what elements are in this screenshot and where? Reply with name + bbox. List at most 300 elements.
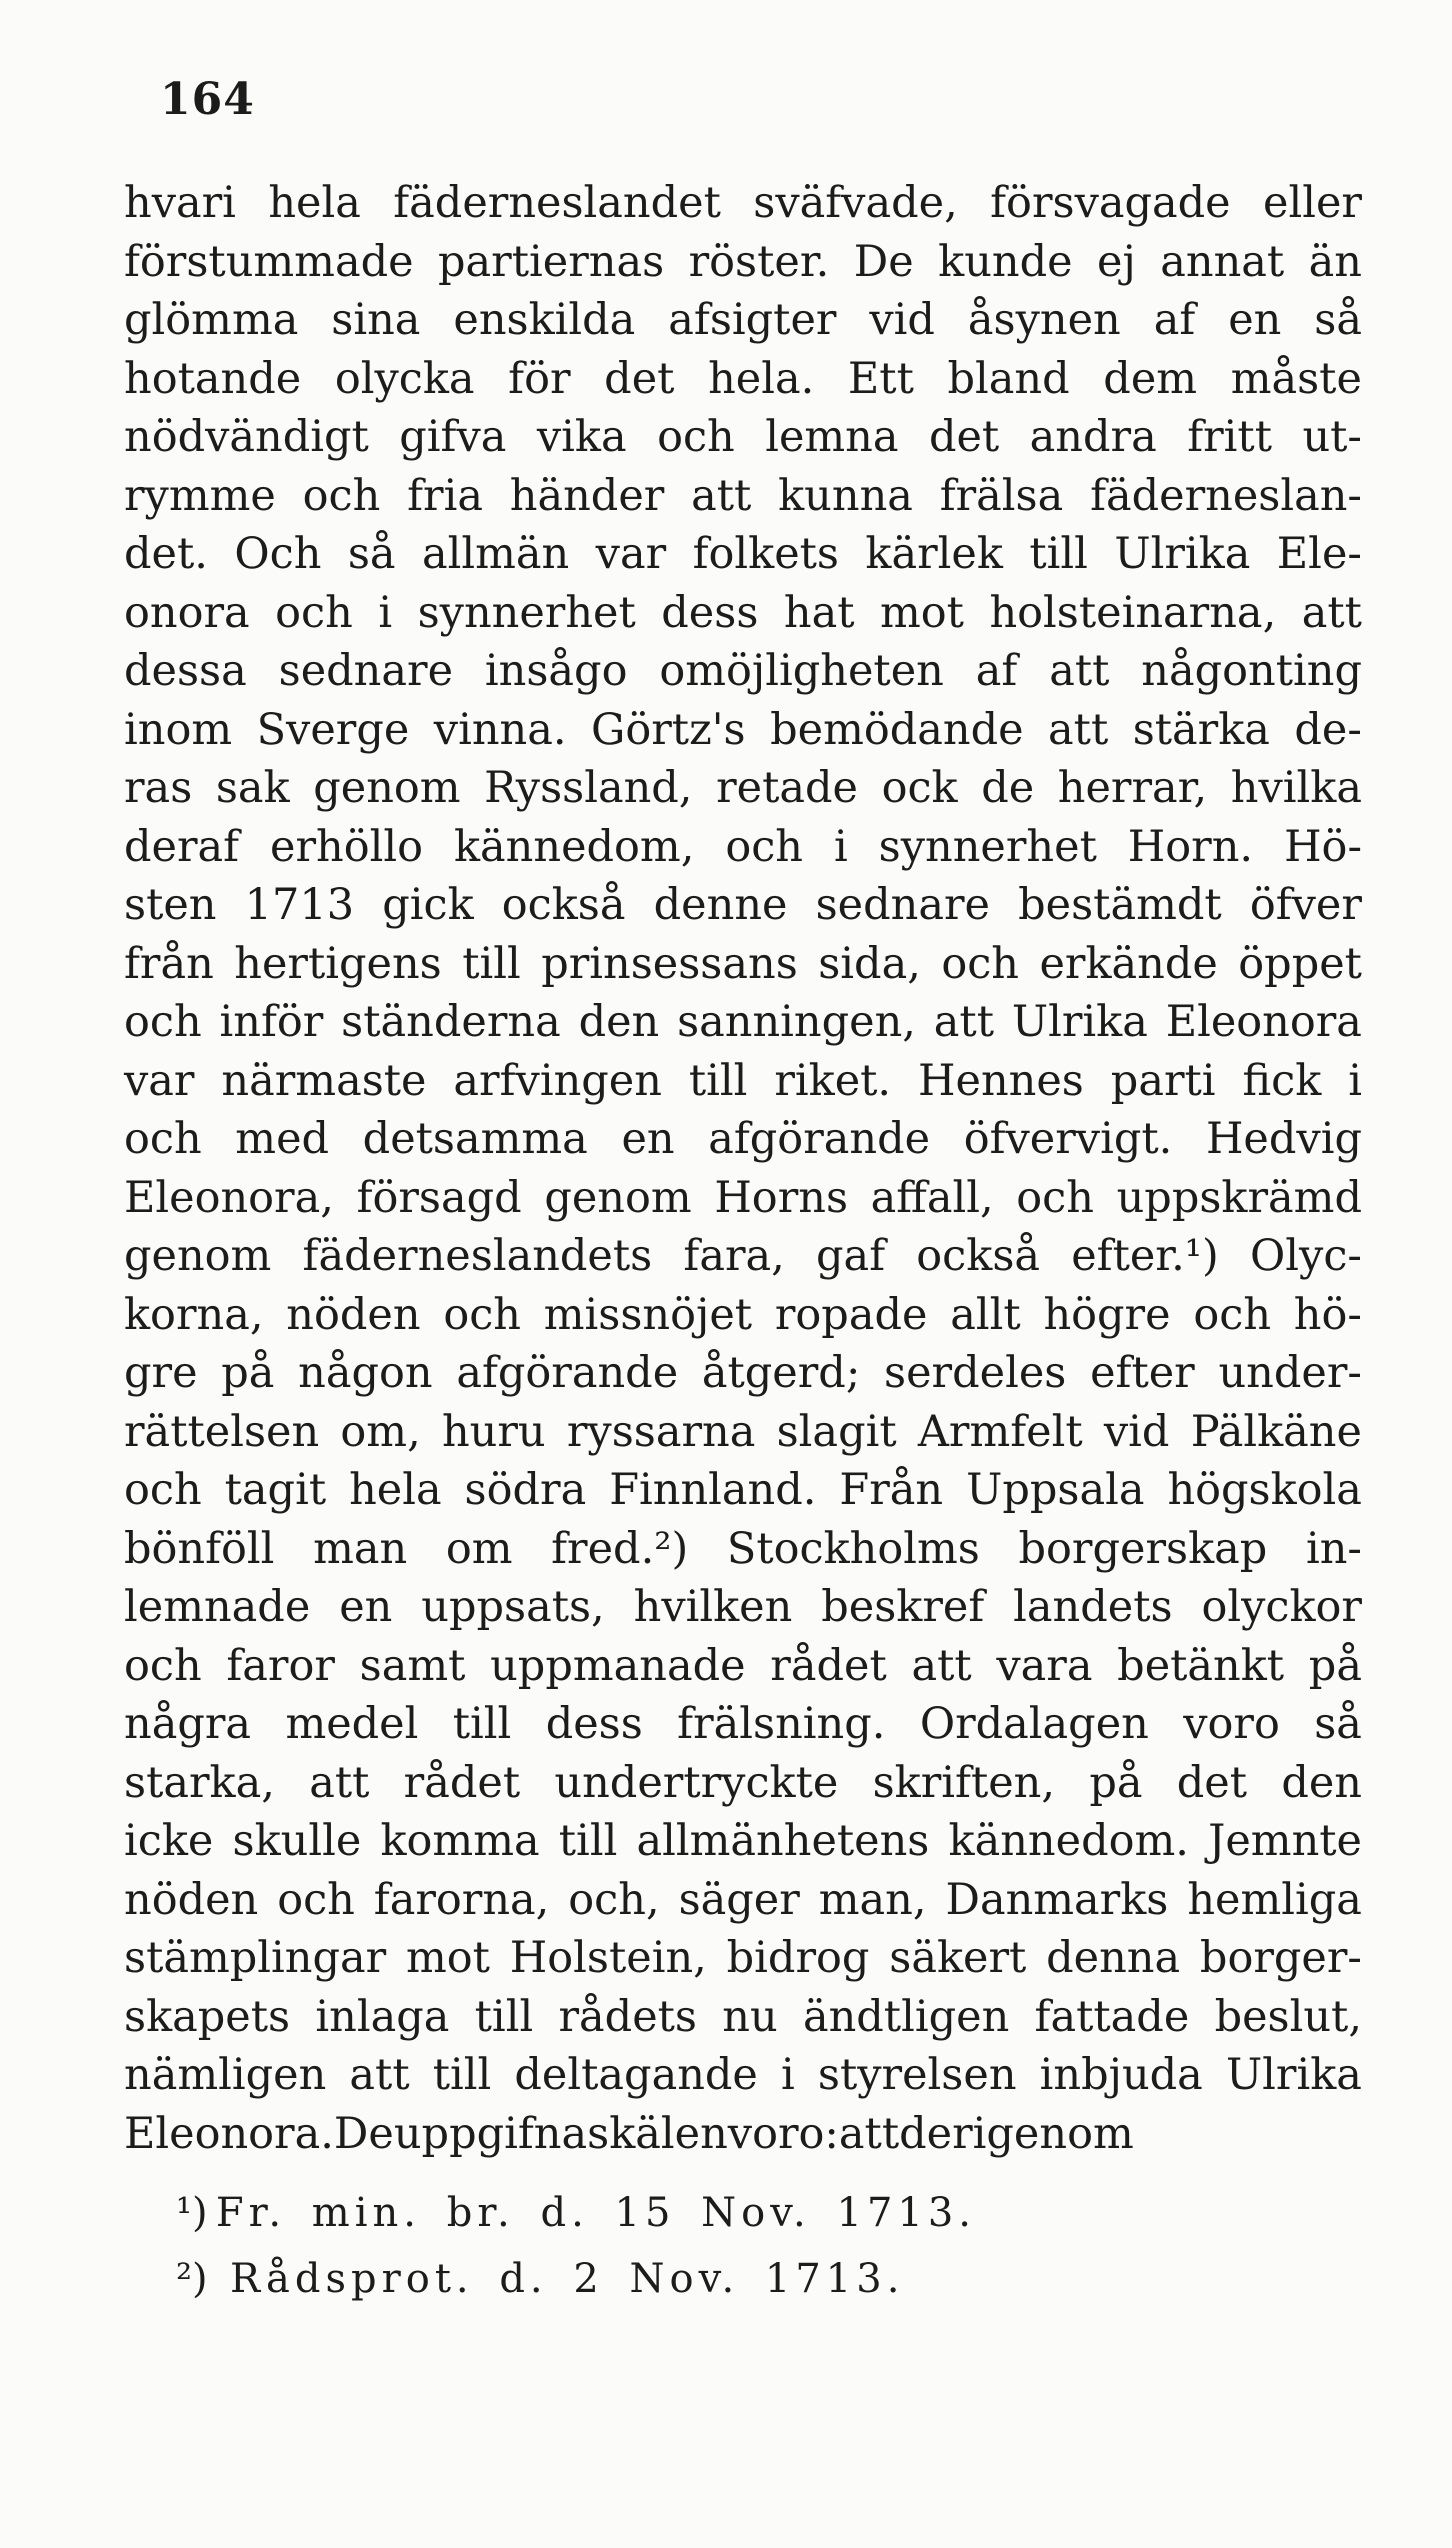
word: öppet	[1238, 938, 1362, 989]
word: till	[432, 2050, 492, 2100]
word: än	[1308, 236, 1362, 287]
text-line	[124, 467, 1362, 526]
word: af	[1153, 295, 1196, 345]
word: ropade	[774, 1289, 928, 1340]
text-line	[124, 174, 1362, 233]
word: bönföll	[124, 1523, 275, 1574]
word: och	[124, 1114, 202, 1164]
text-line	[124, 233, 1362, 292]
text-line	[124, 759, 1362, 818]
word: kunna	[778, 470, 913, 521]
word: bidrog	[726, 1933, 870, 1983]
word: till	[1029, 529, 1088, 579]
word: hotande	[124, 353, 302, 404]
word: att	[838, 2108, 900, 2159]
word: landets	[1013, 1582, 1173, 1632]
word: inlaga	[315, 1991, 450, 2042]
word: frälsning.	[677, 1699, 886, 1749]
word: hela	[349, 1465, 442, 1515]
word: korna,	[124, 1289, 264, 1340]
word: dess	[545, 1699, 643, 1749]
text-line	[124, 876, 1362, 935]
word: sina	[331, 295, 421, 345]
footnote	[176, 2246, 976, 2312]
word: farorna,	[373, 1874, 550, 1925]
word: Uppsala	[966, 1465, 1145, 1515]
word: och	[725, 821, 803, 872]
word: den	[578, 997, 660, 1047]
text-line	[124, 350, 1362, 409]
word: att	[309, 1757, 370, 1808]
word: Från	[839, 1465, 944, 1515]
word: betänkt	[1117, 1640, 1285, 1691]
word: någonting	[1141, 646, 1362, 696]
word: säkert	[889, 1933, 1027, 1983]
word: slagit	[776, 1406, 897, 1457]
word: det.	[124, 529, 208, 579]
word: åtgerd;	[701, 1348, 861, 1398]
word: borgerskap	[1018, 1523, 1268, 1574]
footnote	[176, 2180, 976, 2246]
word: olyckor	[1201, 1582, 1362, 1632]
word: att	[691, 470, 752, 521]
word: en	[339, 1582, 393, 1632]
word: Ryssland,	[484, 763, 693, 813]
page-number: 164	[160, 74, 255, 125]
word: voro:	[727, 2108, 839, 2159]
word: och	[302, 470, 381, 521]
word: omöjligheten	[659, 646, 944, 696]
word: synnerhet	[417, 587, 636, 638]
word: säger	[678, 1874, 800, 1925]
word: nöden	[124, 1874, 259, 1925]
text-line	[124, 584, 1362, 643]
word: insågo	[484, 646, 628, 696]
word: sväfvade,	[753, 178, 958, 228]
word: hvilken	[633, 1582, 793, 1632]
word: och	[124, 997, 202, 1047]
text-line	[124, 818, 1362, 877]
word: inom	[124, 704, 233, 755]
word: hela	[268, 178, 361, 228]
word: sanningen,	[677, 997, 916, 1047]
word: detsamma	[362, 1114, 588, 1164]
word: om,	[340, 1406, 421, 1457]
word: Horns	[714, 1172, 849, 1223]
word: till	[452, 1699, 512, 1749]
text-line	[124, 1052, 1362, 1111]
text-line	[124, 2105, 1362, 2164]
word: retade	[716, 763, 858, 813]
word: partiernas	[438, 236, 665, 287]
text-line	[124, 935, 1362, 994]
text-line	[124, 525, 1362, 584]
text-line	[124, 1227, 1362, 1286]
word: genom	[313, 763, 461, 813]
word: mot	[406, 1933, 490, 1983]
word: och	[124, 1465, 202, 1515]
word: inbjuda	[1039, 2050, 1203, 2100]
word: denne	[653, 880, 788, 930]
word: afgörande	[456, 1348, 679, 1398]
word: högre	[1043, 1289, 1171, 1340]
word: medel	[285, 1699, 419, 1749]
text-line	[124, 1461, 1362, 1520]
word: kunde	[938, 236, 1073, 287]
word: in-	[1305, 1523, 1362, 1574]
word: Eleonora.	[124, 2108, 334, 2159]
word: hvari	[124, 178, 236, 228]
word: så	[1314, 1699, 1362, 1749]
word: fäderneslandet	[393, 178, 721, 228]
word: ut-	[1302, 412, 1362, 462]
word: kärlek	[865, 529, 1003, 579]
word: eller	[1263, 178, 1362, 228]
word: olycka	[334, 353, 475, 404]
text-line	[124, 1520, 1362, 1579]
word: fred.²)	[551, 1523, 689, 1574]
word: Hö-	[1284, 821, 1362, 872]
word: rådet	[403, 1757, 521, 1808]
word: tagit	[224, 1465, 327, 1515]
word: andra	[1029, 412, 1157, 462]
word: under-	[1218, 1348, 1362, 1398]
text-line	[124, 1110, 1362, 1169]
word: en	[1228, 295, 1282, 345]
word: annat	[1160, 236, 1285, 287]
word: att	[1049, 646, 1110, 696]
word: lemna	[765, 412, 899, 462]
word: röster.	[688, 236, 830, 287]
text-line	[124, 1871, 1362, 1930]
word: skulle	[232, 1816, 362, 1866]
text-line	[124, 1929, 1362, 1988]
word: vara	[996, 1640, 1093, 1691]
word: händer	[509, 470, 665, 521]
word: ständerna	[341, 997, 561, 1047]
word: Och	[234, 529, 322, 579]
word: södra	[464, 1465, 587, 1515]
word: och	[941, 938, 1019, 989]
text-line	[124, 1286, 1362, 1345]
word: lemnade	[124, 1582, 311, 1632]
footnote-mark: ¹)	[176, 2190, 208, 2236]
word: rådet	[770, 1640, 887, 1691]
word: och	[275, 587, 353, 638]
word: kännedom.	[948, 1816, 1189, 1866]
word: Ulrika	[1114, 529, 1251, 579]
word: ras	[124, 763, 193, 813]
word: ock	[881, 763, 958, 813]
word: folkets	[692, 529, 839, 579]
word: gifva	[399, 412, 507, 462]
word: serdeles	[884, 1348, 1067, 1398]
word: fick	[1242, 1055, 1322, 1106]
word: så	[347, 529, 396, 579]
word: allmänhetens	[636, 1816, 930, 1866]
word: nämligen	[124, 2050, 327, 2100]
word: nöden	[286, 1289, 421, 1340]
word: Eleonora	[1165, 997, 1362, 1047]
word: bland	[947, 353, 1070, 404]
word: afsigter	[668, 295, 837, 345]
word: och	[443, 1289, 521, 1340]
word: också	[501, 880, 626, 930]
word: styrelsen	[817, 2050, 1017, 2100]
word: Armfelt	[917, 1406, 1083, 1457]
word: en	[621, 1114, 675, 1164]
word: erhöllo	[270, 821, 424, 872]
word: voro	[1183, 1699, 1280, 1749]
word: Olyc-	[1250, 1231, 1362, 1281]
word: närmaste	[221, 1055, 427, 1106]
text-line	[124, 642, 1362, 701]
word: hemliga	[1187, 1874, 1362, 1925]
word: åsynen	[967, 295, 1121, 345]
word: rymme	[124, 470, 276, 521]
word: efter.¹)	[1071, 1231, 1219, 1281]
word: Stockholms	[726, 1523, 980, 1574]
word: stämplingar	[124, 1933, 387, 1983]
word: det	[604, 353, 675, 404]
word: beskref	[821, 1582, 985, 1632]
word: sak	[215, 763, 290, 813]
word: sida,	[818, 938, 921, 989]
word: i	[833, 821, 848, 872]
word: Ett	[847, 353, 914, 404]
word: och	[1193, 1289, 1272, 1340]
word: Horn.	[1127, 821, 1254, 872]
footnote-text: Fr. min. br. d. 15 Nov. 1713.	[215, 2190, 976, 2236]
word: vid	[1103, 1406, 1170, 1457]
word: Finnland.	[609, 1465, 817, 1515]
word: beslut,	[1214, 1991, 1362, 2042]
word: dem	[1103, 353, 1198, 404]
text-line	[124, 1344, 1362, 1403]
text-line	[124, 1988, 1362, 2047]
word: och	[1016, 1172, 1094, 1223]
word: skälen	[587, 2108, 728, 2159]
text-line	[124, 1637, 1362, 1696]
word: vinna.	[433, 704, 567, 755]
word: hö-	[1293, 1289, 1362, 1340]
word: efter	[1090, 1348, 1195, 1398]
word: det	[928, 412, 1000, 462]
word: dess	[661, 587, 759, 638]
word: för	[508, 353, 571, 404]
word: gaf	[816, 1231, 886, 1281]
word: också	[916, 1231, 1041, 1281]
word: mot	[880, 587, 964, 638]
word: De	[333, 2108, 394, 2159]
text-line	[124, 291, 1362, 350]
word: att	[349, 2050, 410, 2100]
word: Hennes	[918, 1055, 1084, 1106]
word: Görtz's	[591, 704, 746, 755]
text-line	[124, 1403, 1362, 1462]
word: inför	[219, 997, 324, 1047]
word: hat	[783, 587, 855, 638]
text-line	[124, 701, 1362, 760]
word: Ulrika	[1011, 997, 1148, 1047]
word: ryssarna	[566, 1406, 756, 1457]
word: ändtligen	[802, 1991, 1010, 2042]
word: stärka	[1132, 704, 1270, 755]
word: derigenom	[899, 2108, 1134, 2159]
word: frälsa	[939, 470, 1064, 521]
word: fria	[407, 470, 483, 521]
word: Jemnte	[1208, 1816, 1362, 1866]
word: vika	[536, 412, 627, 462]
text-line	[124, 1754, 1362, 1813]
word: holsteinarna,	[989, 587, 1277, 638]
word: öfver	[1249, 880, 1362, 930]
word: öfvervigt.	[963, 1114, 1173, 1164]
word: deltagande	[514, 2050, 758, 2100]
word: gick	[382, 880, 474, 930]
word: starka,	[124, 1757, 275, 1808]
word: och	[124, 1640, 202, 1691]
word: 1713	[244, 880, 355, 930]
word: det	[1176, 1757, 1248, 1808]
word: någon	[298, 1348, 433, 1398]
word: i	[378, 587, 393, 638]
word: samt	[359, 1640, 466, 1691]
word: huru	[441, 1406, 546, 1457]
word: till	[558, 1816, 618, 1866]
word: måste	[1230, 353, 1362, 404]
word: hvilka	[1230, 763, 1362, 813]
word: försvagade	[990, 178, 1231, 228]
word: de	[981, 763, 1035, 813]
word: man	[313, 1523, 408, 1574]
word: Eleonora,	[124, 1172, 334, 1223]
word: hertigens	[234, 938, 442, 989]
word: herrar,	[1057, 763, 1208, 813]
word: arfvingen	[453, 1055, 662, 1106]
word: deraf	[124, 821, 240, 872]
word: till	[474, 1991, 534, 2042]
word: fritt	[1187, 412, 1272, 462]
word: riket.	[774, 1055, 892, 1106]
word: komma	[380, 1816, 540, 1866]
word: nu	[722, 1991, 778, 2042]
word: Holstein,	[509, 1933, 707, 1983]
word: erkände	[1039, 938, 1218, 989]
word: med	[235, 1114, 330, 1164]
word: genom	[124, 1231, 272, 1281]
word: Ulrika	[1225, 2050, 1362, 2100]
word: den	[1281, 1757, 1362, 1808]
word: och,	[568, 1874, 660, 1925]
word: rättelsen	[124, 1406, 320, 1457]
word: Sverge	[256, 704, 410, 755]
word: uppgifna	[393, 2108, 588, 2159]
word: att	[1048, 704, 1109, 755]
word: sednare	[278, 646, 454, 696]
word: skapets	[124, 1991, 291, 2042]
word: i	[1348, 1055, 1362, 1106]
word: dessa	[124, 646, 247, 696]
word: så	[1314, 295, 1362, 345]
word: på	[221, 1348, 275, 1398]
word: sten	[124, 880, 217, 930]
word: Ordalagen	[919, 1699, 1149, 1749]
word: Ele-	[1276, 529, 1362, 579]
text-line	[124, 1695, 1362, 1754]
word: var	[124, 1055, 195, 1106]
word: om	[445, 1523, 513, 1574]
word: till	[688, 1055, 748, 1106]
word: vid	[869, 295, 935, 345]
footnote-mark: ²)	[176, 2256, 208, 2302]
word: var	[595, 529, 667, 579]
word: Danmarks	[945, 1874, 1169, 1925]
word: i	[781, 2050, 795, 2100]
word: och	[657, 412, 735, 462]
word: af	[975, 646, 1018, 696]
word: att	[911, 1640, 972, 1691]
word: uppmanade	[490, 1640, 746, 1691]
word: några	[124, 1699, 252, 1749]
text-line	[124, 408, 1362, 467]
word: onora	[124, 587, 250, 638]
text-line	[124, 1578, 1362, 1637]
text-line	[124, 1169, 1362, 1228]
text-line	[124, 993, 1362, 1052]
word: på	[1089, 1757, 1143, 1808]
word: allt	[950, 1289, 1021, 1340]
word: bemödande	[770, 704, 1024, 755]
word: uppsats,	[421, 1582, 605, 1632]
word: förstummade	[124, 236, 414, 287]
word: sednare	[815, 880, 990, 930]
word: afgörande	[708, 1114, 931, 1164]
word: parti	[1110, 1055, 1216, 1106]
word: nödvändigt	[124, 412, 369, 462]
word: fäderneslan-	[1090, 470, 1362, 521]
word: till	[462, 938, 521, 989]
word: borger-	[1199, 1933, 1362, 1983]
word: bestämdt	[1018, 880, 1222, 930]
word: faror	[226, 1640, 335, 1691]
word: försagd	[356, 1172, 522, 1223]
word: de-	[1294, 704, 1362, 755]
word: icke	[124, 1816, 214, 1866]
word: Pälkäne	[1190, 1406, 1362, 1457]
word: Hedvig	[1205, 1114, 1362, 1164]
word: De	[853, 236, 914, 287]
footnotes	[176, 2180, 976, 2312]
word: hela.	[708, 353, 815, 404]
word: gre	[124, 1348, 198, 1398]
text-line	[124, 2046, 1362, 2105]
word: glömma	[124, 295, 299, 345]
text-line	[124, 1812, 1362, 1871]
word: att	[1301, 587, 1362, 638]
word: högskola	[1167, 1465, 1362, 1515]
word: uppskrämd	[1116, 1172, 1362, 1223]
word: allmän	[421, 529, 570, 579]
word: missnöjet	[543, 1289, 753, 1340]
word: man,	[818, 1874, 927, 1925]
word: att	[933, 997, 994, 1047]
word: denna	[1046, 1933, 1181, 1983]
word: på	[1308, 1640, 1362, 1691]
word: fäderneslandets	[302, 1231, 653, 1281]
word: undertryckte	[554, 1757, 839, 1808]
word: affall,	[870, 1172, 994, 1223]
